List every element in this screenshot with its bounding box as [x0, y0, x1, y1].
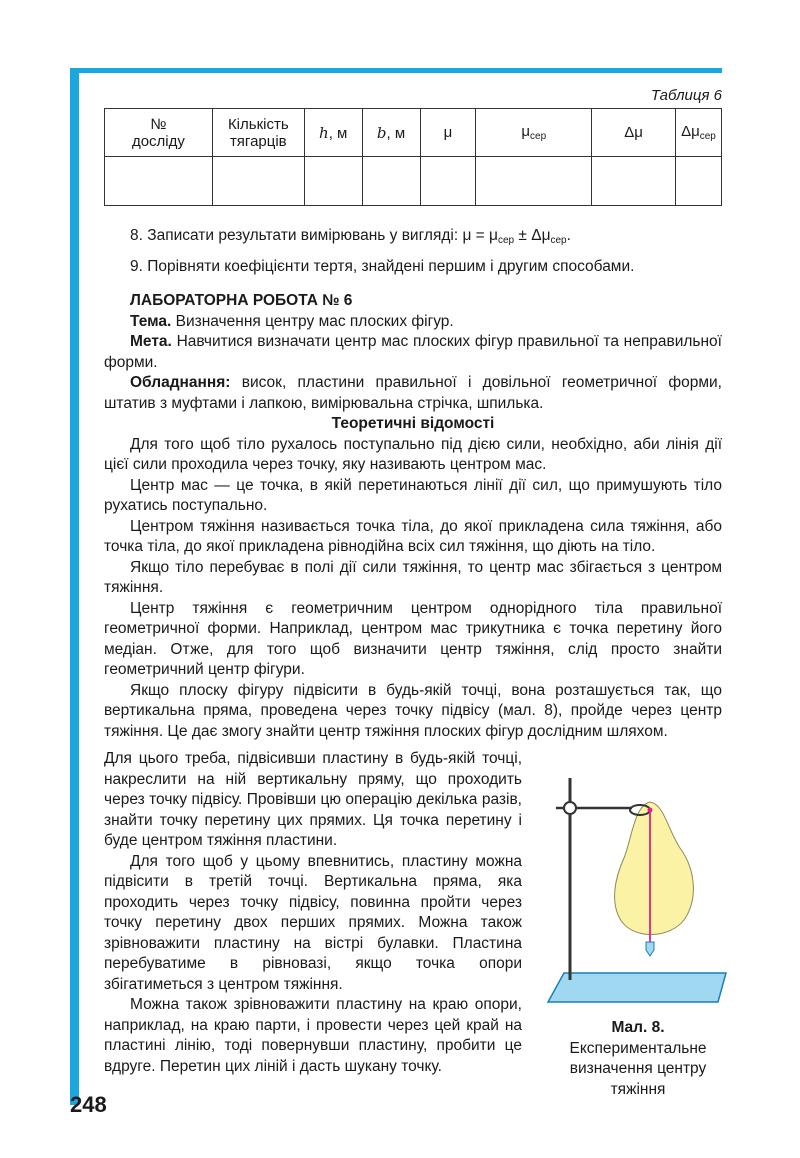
lab-equipment: Обладнання: висок, пластини правильної і довільної геометричної форми, штатив з муфтами і лапкою, вимірювальна стрічка, шпилька.	[104, 374, 722, 412]
paragraph: Для цього треба, підвісивши пластину в будь-якій точці, накреслити на ній вертикальну пряму, що проходить через точку підвісу. Провівши цю операцію декілька разів, знайти точку перетину цих прямих. Ця точка перетину і буде центром тяжіння пластини.	[104, 750, 522, 849]
table-caption: Таблиця 6	[650, 87, 722, 104]
table-row	[105, 157, 722, 206]
clamp-icon	[564, 802, 576, 814]
top-accent-bar	[70, 68, 722, 73]
header-h: h, м	[304, 109, 362, 157]
header-b: b, м	[362, 109, 420, 157]
header-mu-mean: $\mu_{сер}$	[476, 109, 592, 157]
header-delta-mu: Δμ	[592, 109, 676, 157]
paragraph: Центр тяжіння є геометричним центром однорідного тіла правильної геометричної форми. Наприклад, центром мас трикутника є точка перетину його медіан. Отже, для того щоб визначити центр тяжіння, слід просто знайти геометричний центр фігури.	[104, 599, 722, 678]
theory-heading: Теоретичні відомості	[331, 415, 495, 432]
header-mu: μ	[420, 109, 476, 157]
header-weights-count: Кількість тягарців	[212, 109, 304, 157]
figure-center-of-gravity	[540, 770, 730, 1010]
side-accent-bar	[70, 70, 79, 1105]
list-item-9: 9. Порівняти коефіцієнти тертя, знайдені першим і другим способами.	[130, 257, 635, 275]
measurements-table	[104, 108, 722, 206]
lab-title: ЛАБОРАТОРНА РОБОТА № 6	[130, 292, 353, 309]
pear-plate	[615, 802, 694, 935]
paragraph: Для того щоб тіло рухалось поступально під дією сили, необхідно, аби лінія дії цієї сили проходила через точку, яку називають центром мас.	[104, 435, 722, 473]
paragraph: Можна також зрівноважити пластину на краю опори, наприклад, на краю парти, і провести через цей край на пластині лінію, тоді повернувши пластину, пробити це вдруге. Перетин цих ліній і дасть шукану точку.	[104, 996, 522, 1075]
paragraph: Якщо плоску фігуру підвісити в будь-якій точці, вона розташується так, що вертикальна пряма, проведена через точку підвісу (мал. 8), пройде через центр тяжіння. Це дає змогу знайти центр тяжіння плоских фігур дослідним шляхом.	[104, 681, 722, 740]
paragraph: Для того щоб у цьому впевнитись, пластину можна підвісити в третій точці. Вертикальна пряма, яка проходить через точку підвісу, повинна пройти через точку перетину двох перших прямих. Можна також зрівноважити пластину на вістрі булавки. Пластина перебуватиме в рівновазі, якщо точка опори збігатиметься з центром тяжіння.	[104, 852, 522, 993]
table-header-row	[105, 109, 722, 157]
paragraph: Центр мас — це точка, в якій перетинаються лінії дії сил, що примушують тіло рухатись поступально.	[104, 476, 722, 514]
stand-base	[548, 973, 726, 1002]
main-text	[104, 226, 722, 742]
paragraph: Якщо тіло перебуває в полі дії сили тяжіння, то центр мас збігається з центром тяжіння.	[104, 558, 722, 596]
paragraph: Центром тяжіння називається точка тіла, до якої прикладена сила тяжіння, або точка тіла, до якої прикладена рівнодійна всіх сил тяжіння, що діють на тіло.	[104, 517, 722, 555]
list-item-8: 8. Записати результати вимірювань у вигляді: $\mu = \mu_{сер} \pm \Delta\mu_{сер}$.	[130, 227, 571, 246]
plumb-bob	[646, 942, 654, 956]
figure-caption: Мал. 8. Експериментальне визначення центру тяжіння	[569, 1019, 707, 1098]
lab-topic: Тема. Визначення центру мас плоских фігур.	[130, 312, 454, 330]
page-number: 248	[70, 1092, 107, 1117]
narrow-text-column	[104, 749, 522, 1077]
header-experiment-no: № досліду	[105, 109, 213, 157]
lab-goal: Мета. Навчитися визначати центр мас плоских фігур правильної та неправильної форми.	[104, 333, 722, 371]
header-delta-mu-mean: $\Delta\mu_{сер}$	[675, 109, 721, 157]
